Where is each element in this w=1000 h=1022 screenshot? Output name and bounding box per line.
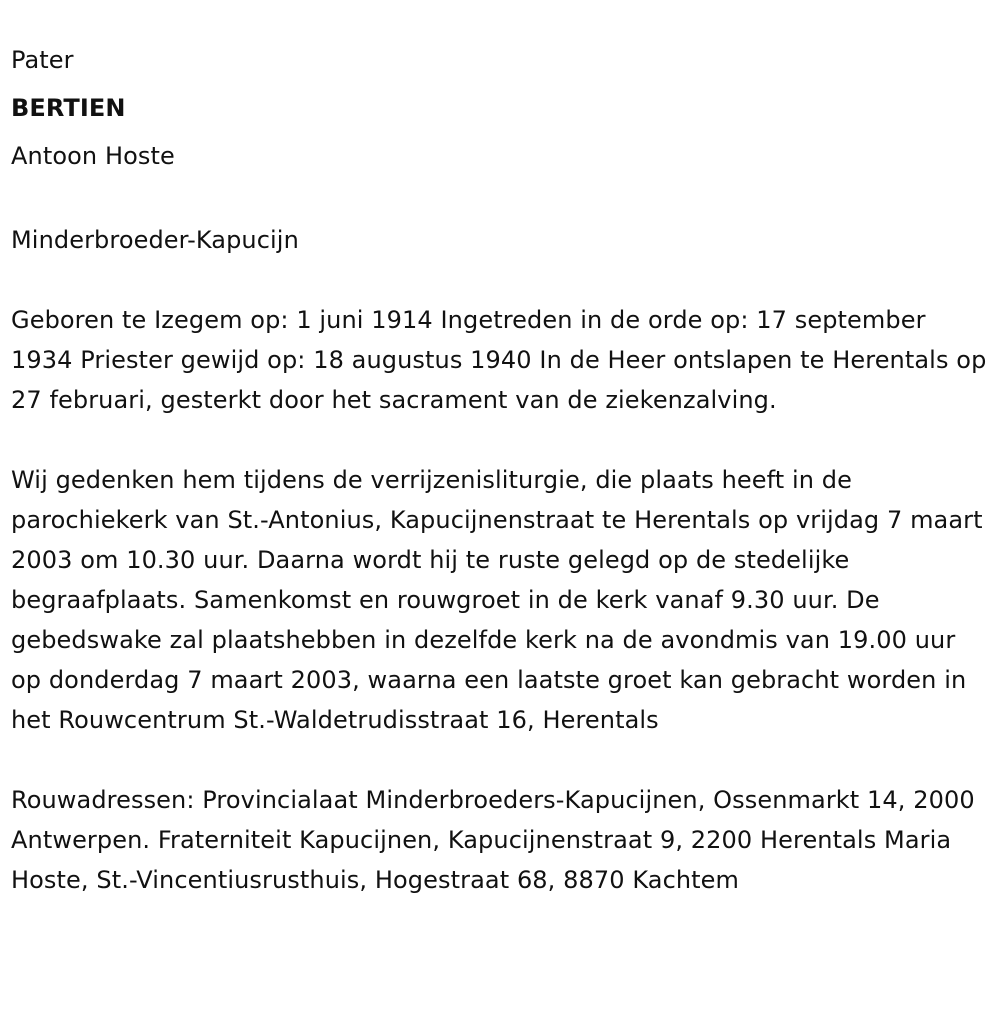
ceremony-paragraph: Wij gedenken hem tijdens de verrijzenisliturgie, die plaats heeft in de parochiekerk van St.-Antonius, Kapucijnenstraat te Herentals op vrijdag 7 maart 2003 om 10.30 uur. Daarna wordt hij te ruste gelegd op de stedelijke begraafplaats. Samenkomst en rouwgroet in de kerk vanaf 9.30 uur. De gebedswake zal plaatshebben in dezelfde kerk na de avondmis van 19.00 uur op donderdag 7 maart 2003, waarna een laatste groet kan gebracht worden in het Rouwcentrum St.-Waldetrudisstraat 16, Herentals (11, 466, 983, 734)
spacer (11, 420, 993, 460)
religious-order: Minderbroeder-Kapucijn (11, 226, 299, 254)
biography-paragraph: Geboren te Izegem op: 1 juni 1914 Ingetreden in de orde op: 17 september 1934 Priester gewijd op: 18 augustus 1940 In de Heer ontslapen te Herentals op 27 februari, gesterkt door het sacrament van de ziekenzalving. (11, 306, 987, 414)
obituary-document (11, 36, 993, 900)
full-name: Antoon Hoste (11, 142, 175, 170)
addresses-paragraph: Rouwadressen: Provincialaat Minderbroeders-Kapucijnen, Ossenmarkt 14, 2000 Antwerpen. Fraterniteit Kapucijnen, Kapucijnenstraat 9, 2200 Herentals Maria Hoste, St.-Vincentiusrusthuis, Hogestraat 68, 8870 Kachtem (11, 786, 975, 894)
spacer (11, 740, 993, 780)
title-prefix: Pater (11, 46, 74, 74)
spacer (11, 260, 993, 300)
spacer (11, 180, 993, 220)
deceased-name: BERTIEN (11, 94, 126, 122)
